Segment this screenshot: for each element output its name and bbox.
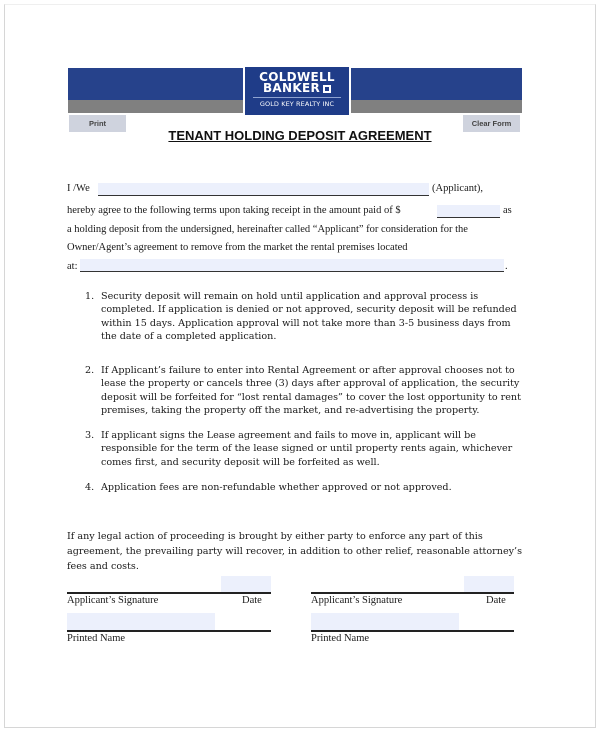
printed-name-label-right: Printed Name bbox=[311, 633, 370, 644]
applicant-suffix: (Applicant), bbox=[432, 183, 484, 194]
intro-line3: a holding deposit from the undersigned, hereinafter called “Applicant” for consideration for the bbox=[67, 224, 468, 235]
logo-divider bbox=[253, 97, 341, 98]
printed-name-field-right[interactable] bbox=[311, 613, 459, 631]
date-label-left: Date bbox=[242, 595, 262, 606]
coldwell-banker-logo bbox=[243, 67, 351, 115]
signature-label-left: Applicant’s Signature bbox=[67, 595, 159, 606]
date-field-right[interactable] bbox=[464, 576, 514, 593]
term-number: 4. bbox=[85, 482, 95, 493]
deposit-amount-field[interactable] bbox=[437, 205, 500, 218]
header-banner bbox=[68, 68, 522, 114]
intro-line4: Owner/Agent’s agreement to remove from the market the rental premises located bbox=[67, 242, 408, 253]
logo-subtitle: GOLD KEY REALTY INC bbox=[259, 100, 335, 108]
intro-line2-suffix: as bbox=[503, 205, 512, 216]
printed-name-line-right bbox=[311, 630, 514, 632]
printed-name-field-left[interactable] bbox=[67, 613, 215, 631]
legal-clause: If any legal action of proceeding is brought by either party to enforce any part of this agreement, the prevailing party will recover, in addition to other relief, reasonable attorney’s fees and costs. bbox=[67, 531, 523, 572]
term-text: Security deposit will remain on hold until application and approval process is completed. If application is denied or not approved, security deposit will be refunded within 15 days. Application approval will not take more than 3-5 business days from the date of a completed application. bbox=[101, 291, 517, 342]
premises-address-field[interactable] bbox=[80, 259, 504, 272]
term-number: 3. bbox=[85, 430, 95, 441]
term-number: 1. bbox=[85, 291, 95, 302]
clear-form-button[interactable]: Clear Form bbox=[463, 115, 520, 132]
at-suffix: . bbox=[505, 261, 508, 272]
page-title: TENANT HOLDING DEPOSIT AGREEMENT bbox=[168, 128, 432, 143]
at-label: at: bbox=[67, 261, 78, 272]
print-button[interactable]: Print bbox=[69, 115, 126, 132]
signature-line-right bbox=[311, 592, 514, 594]
date-label-right: Date bbox=[486, 595, 506, 606]
logo-mark-icon bbox=[323, 85, 331, 93]
term-text: If applicant signs the Lease agreement and fails to move in, applicant will be responsible for the term of the lease signed or until property rents again, whichever comes first, and security deposit will be forfeited as well. bbox=[101, 430, 513, 468]
date-field-left[interactable] bbox=[221, 576, 271, 593]
intro-line2: hereby agree to the following terms upon taking receipt in the amount paid of $ bbox=[67, 205, 401, 216]
term-number: 2. bbox=[85, 365, 95, 376]
printed-name-label-left: Printed Name bbox=[67, 633, 126, 644]
logo-line2-text: BANKER bbox=[262, 81, 320, 95]
term-text: If Applicant’s failure to enter into Rental Agreement or after approval chooses not to lease the property or cancels three (3) days after approval of application, the security deposit will be forfeited for “lost rental damages” to cover the lost opportunity to rent premises, taking the property off the market, and re-advertising the property. bbox=[101, 365, 521, 416]
signature-line-left bbox=[67, 592, 271, 594]
applicant-name-field[interactable] bbox=[98, 183, 429, 196]
logo-line1: COLDWELL bbox=[259, 70, 335, 84]
printed-name-line-left bbox=[67, 630, 271, 632]
signature-label-right: Applicant’s Signature bbox=[311, 595, 403, 606]
term-text: Application fees are non-refundable whether approved or not approved. bbox=[101, 482, 452, 493]
logo-line2 bbox=[263, 83, 331, 94]
iwe-label: I /We bbox=[67, 183, 90, 194]
